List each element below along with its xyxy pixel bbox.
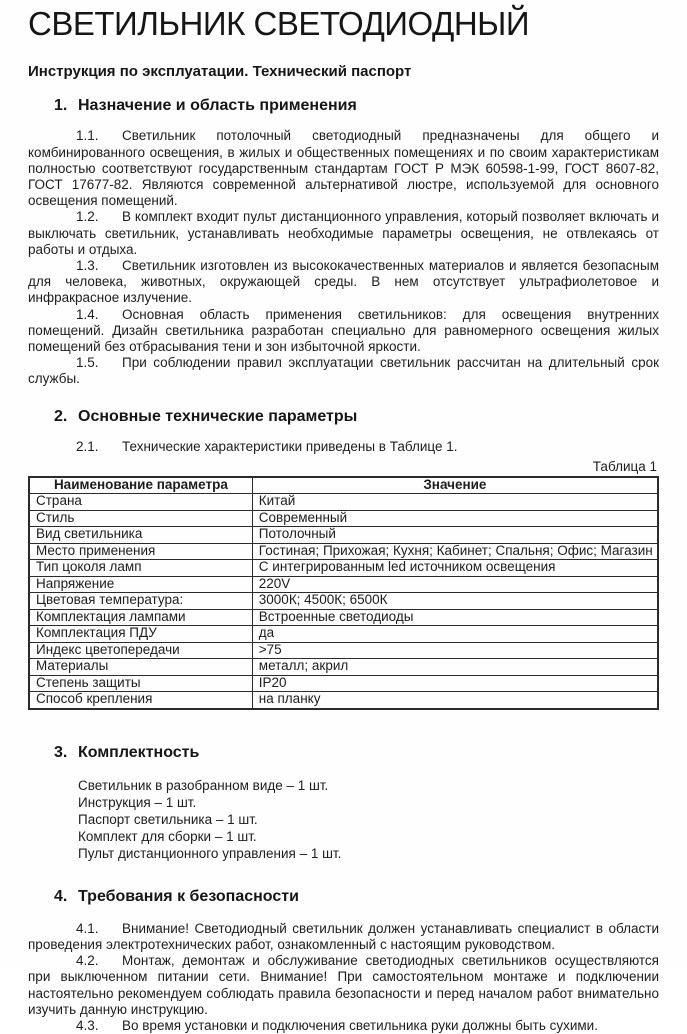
param-cell: Место применения bbox=[29, 543, 252, 560]
param-cell: Стиль bbox=[29, 510, 252, 527]
table-row bbox=[29, 675, 658, 692]
param-cell: Способ крепления bbox=[29, 692, 252, 709]
value-cell: металл; акрил bbox=[252, 659, 658, 676]
paragraph-text: Внимание! Светодиодный светильник должен устанавливать специалист в области проведения электротехнических работ, ознакомленный с настоящим руководством. bbox=[28, 920, 659, 952]
value-cell: С интегрированным led источником освещения bbox=[252, 560, 658, 577]
kit-item: Светильник в разобранном виде – 1 шт. bbox=[78, 777, 329, 793]
value-cell: на планку bbox=[252, 692, 658, 709]
paragraph-number: 1.3. bbox=[76, 257, 99, 273]
kit-item: Комплект для сборки – 1 шт. bbox=[78, 828, 257, 844]
section-2-number: 2. bbox=[54, 407, 68, 425]
paragraph-2-1 bbox=[28, 439, 659, 455]
param-cell: Степень защиты bbox=[29, 675, 252, 692]
kit-contents-list bbox=[78, 777, 659, 862]
table-row bbox=[29, 626, 658, 643]
value-cell: Гостиная; Прихожая; Кухня; Кабинет; Спальня; Офис; Магазин bbox=[252, 543, 658, 560]
param-cell: Цветовая температура: bbox=[29, 593, 252, 610]
kit-item: Пульт дистанционного управления – 1 шт. bbox=[78, 845, 342, 861]
table-header-row bbox=[29, 477, 658, 494]
paragraph-text: В комплект входит пульт дистанционного управления, который позволяет включать и выключать светильник, устанавливать необходимые параметры освещения, не отвлекаясь от работы и отдыха. bbox=[28, 209, 659, 257]
paragraph-number: 4.3. bbox=[76, 1017, 99, 1033]
section-2-title: Основные технические параметры bbox=[78, 407, 358, 425]
paragraph-text: Монтаж, демонтаж и обслуживание светодиодных светильников осуществляются при выключенном питании сети. Внимание! При самостоятельном монтаже и подключении настоятельно рекомендуем соблюдать правила безопасности и перед началом работ внимательно изучить данную инструкцию. bbox=[28, 953, 659, 1017]
param-cell: Индекс цветопередачи bbox=[29, 642, 252, 659]
paragraph-text: При соблюдении правил эксплуатации светильник рассчитан на длительный срок службы. bbox=[28, 355, 659, 387]
paragraph-number: 4.2. bbox=[76, 953, 99, 969]
section-2-heading bbox=[54, 408, 659, 426]
section-4-heading bbox=[54, 888, 659, 906]
value-cell: 220V bbox=[252, 576, 658, 593]
param-cell: Напряжение bbox=[29, 576, 252, 593]
value-cell: 3000К; 4500К; 6500К bbox=[252, 593, 658, 610]
table-row bbox=[29, 543, 658, 560]
param-cell: Комплектация ПДУ bbox=[29, 626, 252, 643]
table-row bbox=[29, 510, 658, 527]
paragraph-4-3 bbox=[28, 1018, 659, 1034]
paragraph-text: Во время установки и подключения светильника руки должны быть сухими. bbox=[122, 1017, 598, 1033]
paragraph-1-1 bbox=[28, 128, 659, 209]
paragraph-text: Светильник изготовлен из высококачественных материалов и является безопасным для человека, животных, окружающей среды. В нем отсутствует ультрафиолетовое и инфракрасное излучение. bbox=[28, 257, 659, 306]
paragraph-number: 1.2. bbox=[76, 209, 99, 225]
table-row bbox=[29, 494, 658, 511]
paragraph-4-2 bbox=[28, 953, 659, 1018]
paragraph-number: 2.1. bbox=[76, 438, 99, 454]
section-3-heading bbox=[54, 744, 659, 762]
value-cell: Китай bbox=[252, 494, 658, 511]
value-cell: Встроенные светодиоды bbox=[252, 609, 658, 626]
value-cell: да bbox=[252, 626, 658, 643]
paragraph-1-4 bbox=[28, 307, 659, 356]
param-cell: Комплектация лампами bbox=[29, 609, 252, 626]
section-4-title: Требования к безопасности bbox=[78, 887, 299, 905]
paragraph-1-3 bbox=[28, 258, 659, 307]
document-subtitle: Инструкция по эксплуатации. Технический паспорт bbox=[28, 63, 412, 81]
value-cell: Современный bbox=[252, 510, 658, 527]
value-cell: Потолочный bbox=[252, 527, 658, 544]
paragraph-number: 1.5. bbox=[76, 355, 99, 371]
table-row bbox=[29, 527, 658, 544]
paragraph-text: Основная область применения светильников: для освещения внутренних помещений. Дизайн светильника разработан специально для равномерного освещения жилых помещений без отбрасывания тени и зон избыточной яркости. bbox=[28, 306, 659, 354]
table-row bbox=[29, 560, 658, 577]
table-row bbox=[29, 659, 658, 676]
table-row bbox=[29, 576, 658, 593]
paragraph-1-2 bbox=[28, 209, 659, 258]
section-3-title: Комплектность bbox=[78, 743, 200, 761]
paragraph-4-1 bbox=[28, 921, 659, 953]
section-1-heading bbox=[54, 97, 659, 115]
table-row bbox=[29, 609, 658, 626]
paragraph-number: 1.4. bbox=[76, 306, 99, 322]
paragraph-number: 4.1. bbox=[76, 920, 99, 936]
param-cell: Вид светильника bbox=[29, 527, 252, 544]
value-cell: IP20 bbox=[252, 675, 658, 692]
section-3-number: 3. bbox=[54, 743, 68, 761]
table-row bbox=[29, 642, 658, 659]
column-header-parameter: Наименование параметра bbox=[29, 477, 252, 494]
spec-table bbox=[28, 476, 659, 710]
param-cell: Страна bbox=[29, 494, 252, 511]
section-4-number: 4. bbox=[54, 887, 68, 905]
section-1-number: 1. bbox=[54, 97, 68, 115]
param-cell: Тип цоколя ламп bbox=[29, 560, 252, 577]
paragraph-number: 1.1. bbox=[76, 128, 99, 144]
document-title: СВЕТИЛЬНИК СВЕТОДИОДНЫЙ bbox=[28, 5, 530, 42]
table-row bbox=[29, 692, 658, 709]
paragraph-text: Технические характеристики приведены в Таблице 1. bbox=[122, 438, 458, 454]
kit-item: Инструкция – 1 шт. bbox=[78, 794, 197, 810]
column-header-value: Значение bbox=[252, 477, 658, 494]
kit-item: Паспорт светильника – 1 шт. bbox=[78, 811, 258, 827]
section-1-title: Назначение и область применения bbox=[78, 97, 357, 115]
table-caption: Таблица 1 bbox=[592, 458, 657, 474]
paragraph-text: Светильник потолочный светодиодный предназначены для общего и комбинированного освещения, в жилых и общественных помещениях и по своим характеристикам полностью соответствуют государственным стандартам ГОСТ Р МЭК 60598-1-99, ГОСТ 8607-82, ГОСТ 17677-82. Являются современной альтернативой люстре, используемой для основного освещения помещений. bbox=[28, 128, 659, 209]
param-cell: Материалы bbox=[29, 659, 252, 676]
table-row bbox=[29, 593, 658, 610]
paragraph-1-5 bbox=[28, 355, 659, 387]
value-cell: >75 bbox=[252, 642, 658, 659]
